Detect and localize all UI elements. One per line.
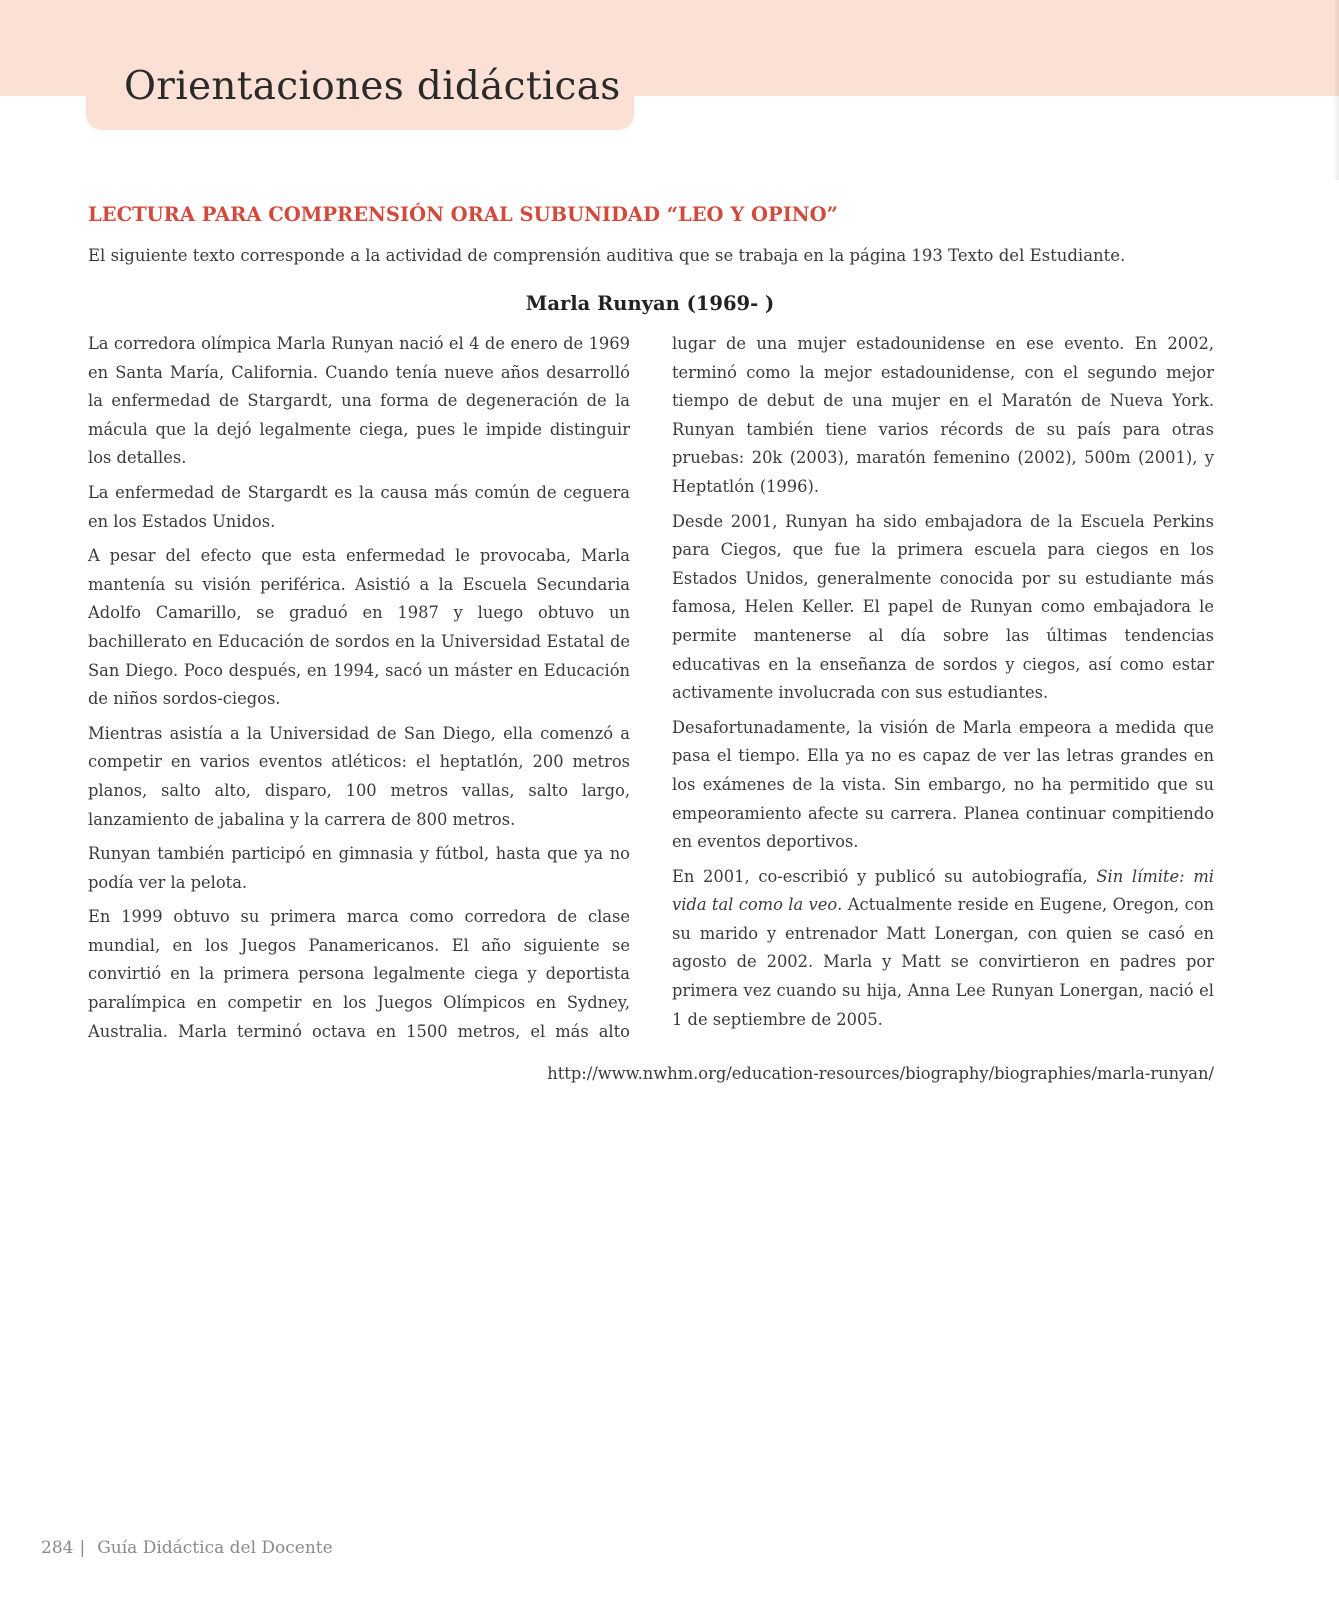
page-footer	[41, 1538, 333, 1558]
paragraph-text: En 2001, co-escribió y publicó su autobiografía,	[672, 866, 1097, 886]
intro-text: El siguiente texto corresponde a la actividad de comprensión auditiva que se trabaja en la página 193 Texto del Estudiante.	[88, 246, 1126, 265]
article-paragraph: La corredora olímpica Marla Runyan nació el 4 de enero de 1969 en Santa María, California. Cuando tenía nueve años desarrolló la enfermedad de Stargardt, una forma de degeneración de la mácula que la dejó legalmente ciega, pues le impide distinguir los detalles.	[88, 334, 630, 468]
footer-book-title: Guía Didáctica del Docente	[97, 1538, 333, 1558]
book-title: Sin límite: mi vida tal como la veo	[672, 866, 1214, 915]
source-url: http://www.nwhm.org/education-resources/biography/biographies/marla-runyan/	[547, 1064, 1214, 1083]
section-heading: LECTURA PARA COMPRENSIÓN ORAL SUBUNIDAD “LEO Y OPINO”	[88, 203, 838, 226]
page-title: Orientaciones didácticas	[124, 64, 621, 109]
article-paragraph: La enfermedad de Stargardt es la causa más común de ceguera en los Estados Unidos.	[88, 482, 630, 531]
article-paragraph: Runyan también participó en gimnasia y fútbol, hasta que ya no podía ver la pelota.	[88, 844, 630, 892]
footer-separator: |	[79, 1538, 86, 1558]
article-paragraph: En 1999 obtuvo su primera marca como corredora de clase mundial, en los Juegos Panamericanos. El año siguiente se convirtió en la primera persona legalmente ciega y deportista paralímpica en competir en los Juegos Olímpicos en Sydney, Australia. Marla terminó octava en 1500 metros, el más alto lugar de una mujer estadounidense en ese evento. En 2002, terminó como la mejor estadounidense, con el segundo mejor tiempo de debut de una mujer en el Maratón de Nueva York. Runyan también tiene varios récords de su país para otras pruebas: 20k (2003), maratón femenino (2002), 500m (2001), y Heptatlón (1996).	[88, 334, 1214, 1041]
page-number: 284	[41, 1538, 74, 1558]
article-paragraph: Mientras asistía a la Universidad de San Diego, ella comenzó a competir en varios eventos atléticos: el heptatlón, 200 metros planos, salto alto, disparo, 100 metros vallas, salto largo, lanzamiento de jabalina y la carrera de 800 metros.	[88, 723, 630, 829]
article-paragraph: Desde 2001, Runyan ha sido embajadora de la Escuela Perkins para Ciegos, que fue la primera escuela para ciegos en los Estados Unidos, generalmente conocida por su estudiante más famosa, Helen Keller. El papel de Runyan como embajadora le permite mantenerse al día sobre las últimas tendencias educativas en la enseñanza de sordos y ciegos, así como estar activamente involucrada con sus estudiantes.	[672, 511, 1214, 703]
article-paragraph: Desafortunadamente, la visión de Marla empeora a medida que pasa el tiempo. Ella ya no es capaz de ver las letras grandes en los exámenes de la vista. Sin embargo, no ha permitido que su empeoramiento afecte su carrera. Planea continuar compitiendo en eventos deportivos.	[672, 717, 1214, 852]
article-body	[88, 330, 1214, 1064]
article-paragraph: A pesar del efecto que esta enfermedad le provocaba, Marla mantenía su visión periférica. Asistió a la Escuela Secundaria Adolfo Camarillo, se graduó en 1987 y luego obtuvo un bachillerato en Educación de sordos en la Universidad Estatal de San Diego. Poco después, en 1994, sacó un máster en Educación de niños sordos-ciegos.	[88, 546, 630, 709]
paragraph-text: . Actualmente reside en Eugene, Oregon, con su marido y entrenador Matt Lonergan, con quien se casó en agosto de 2002. Marla y Matt se convirtieron en padres por primera vez cuando su hija, Anna Lee Runyan Lonergan, nació el 1 de septiembre de 2005.	[672, 895, 1214, 1029]
page-edge-shadow	[1333, 0, 1339, 180]
article-paragraph-last	[672, 863, 1214, 1035]
article-title: Marla Runyan (1969- )	[525, 292, 775, 315]
